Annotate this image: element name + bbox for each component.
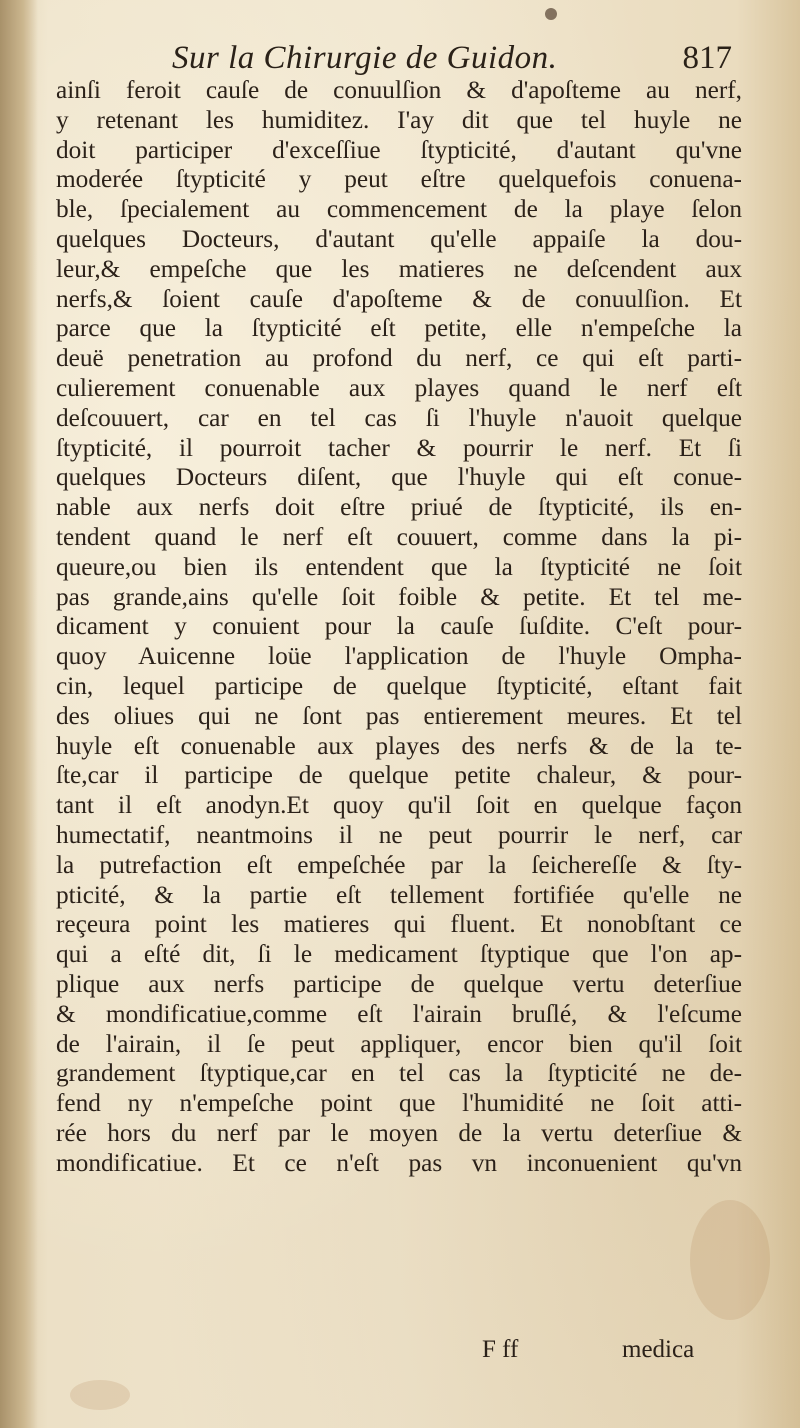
text-line: tendent quand le nerf eſt couuert, comme dans la pi- [56,522,742,551]
text-line: quelques Docteurs diſent, que l'huyle qui eſt conue- [56,463,742,492]
text-line: huyle eſt conuenable aux playes des nerfs & de la te- [56,731,742,760]
text-line: mondificatiue. Et ce n'eſt pas vn inconuenient qu'vn [56,1148,742,1177]
text-line: y retenant les humiditez. I'ay dit que tel huyle ne [56,105,742,134]
text-line: dicament y conuient pour la cauſe ſuſdite. C'eſt pour- [56,612,742,641]
text-line: rée hors du nerf par le moyen de la vertu deterſiue & [56,1118,742,1147]
text-line: ainſi feroit cauſe de conuulſion & d'apoſteme au nerf, [56,76,742,104]
text-line: plique aux nerfs participe de quelque vertu deterſiue [56,969,742,998]
text-line: culierement conuenable aux playes quand le nerf eſt [56,373,742,402]
text-line: grandement ſtyptique,car en tel cas la ſtypticité ne de- [56,1059,742,1088]
text-line: ſtypticité, il pourroit tacher & pourrir le nerf. Et ſi [56,433,742,462]
text-line: nerfs,& ſoient cauſe d'apoſteme & de conuulſion. Et [56,284,742,313]
page-footer [0,1336,800,1376]
text-line: qui a eſté dit, ſi le medicament ſtyptique que l'on ap- [56,940,742,969]
text-line: tant il eſt anodyn.Et quoy qu'il ſoit en quelque façon [56,791,742,820]
text-line: pas grande,ains qu'elle ſoit foible & petite. Et tel me- [56,582,742,611]
text-line: de l'airain, il ſe peut appliquer, encor bien qu'il ſoit [56,1029,742,1058]
text-line: deſcouuert, car en tel cas ſi l'huyle n'auoit quelque [56,403,742,432]
text-line: ſte,car il participe de quelque petite chaleur, & pour- [56,761,742,790]
text-line: pticité, & la partie eſt tellement fortifiée qu'elle ne [56,880,742,909]
text-line: doit participer d'exceſſiue ſtypticité, d'autant qu'vne [56,135,742,164]
text-line: & mondificatiue,comme eſt l'airain bruſlé, & l'eſcume [56,999,742,1028]
text-line: fend ny n'empeſche point que l'humidité ne ſoit atti- [56,1089,742,1118]
text-line: leur,& empeſche que les matieres ne deſcendent aux [56,254,742,283]
text-line: ble, ſpecialement au commencement de la playe ſelon [56,195,742,224]
text-line: quelques Docteurs, d'autant qu'elle appaiſe la dou- [56,224,742,253]
text-line: parce que la ſtypticité eſt petite, elle n'empeſche la [56,314,742,343]
foxing-spot [545,8,557,20]
text-line: moderée ſtypticité y peut eſtre quelquefois conuena- [56,165,742,194]
page-number: 817 [682,40,732,76]
text-line: la putrefaction eſt empeſchée par la ſeichereſſe & ſty- [56,850,742,879]
catchword: medica [622,1336,695,1363]
text-line: quoy Auicenne loüe l'application de l'huyle Ompha- [56,642,742,671]
text-line: deuë penetration au profond du nerf, ce qui eſt parti- [56,344,742,373]
text-line: queure,ou bien ils entendent que la ſtypticité ne ſoit [56,552,742,581]
binding-gutter [0,0,38,1428]
text-line: cin, lequel participe de quelque ſtypticité, eſtant fait [56,671,742,700]
body-text [56,76,742,1178]
text-line: nable aux nerfs doit eſtre priué de ſtypticité, ils en- [56,493,742,522]
text-line: reçeura point les matieres qui fluent. Et nonobſtant ce [56,910,742,939]
running-title: Sur la Chirurgie de Guidon. [172,40,558,76]
signature-mark: F ff [482,1336,519,1363]
foxing-spot [690,1200,770,1320]
foxing-spot [70,1380,130,1410]
text-line: des oliues qui ne ſont pas entierement meures. Et tel [56,701,742,730]
text-line: humectatif, neantmoins il ne peut pourrir le nerf, car [56,820,742,849]
